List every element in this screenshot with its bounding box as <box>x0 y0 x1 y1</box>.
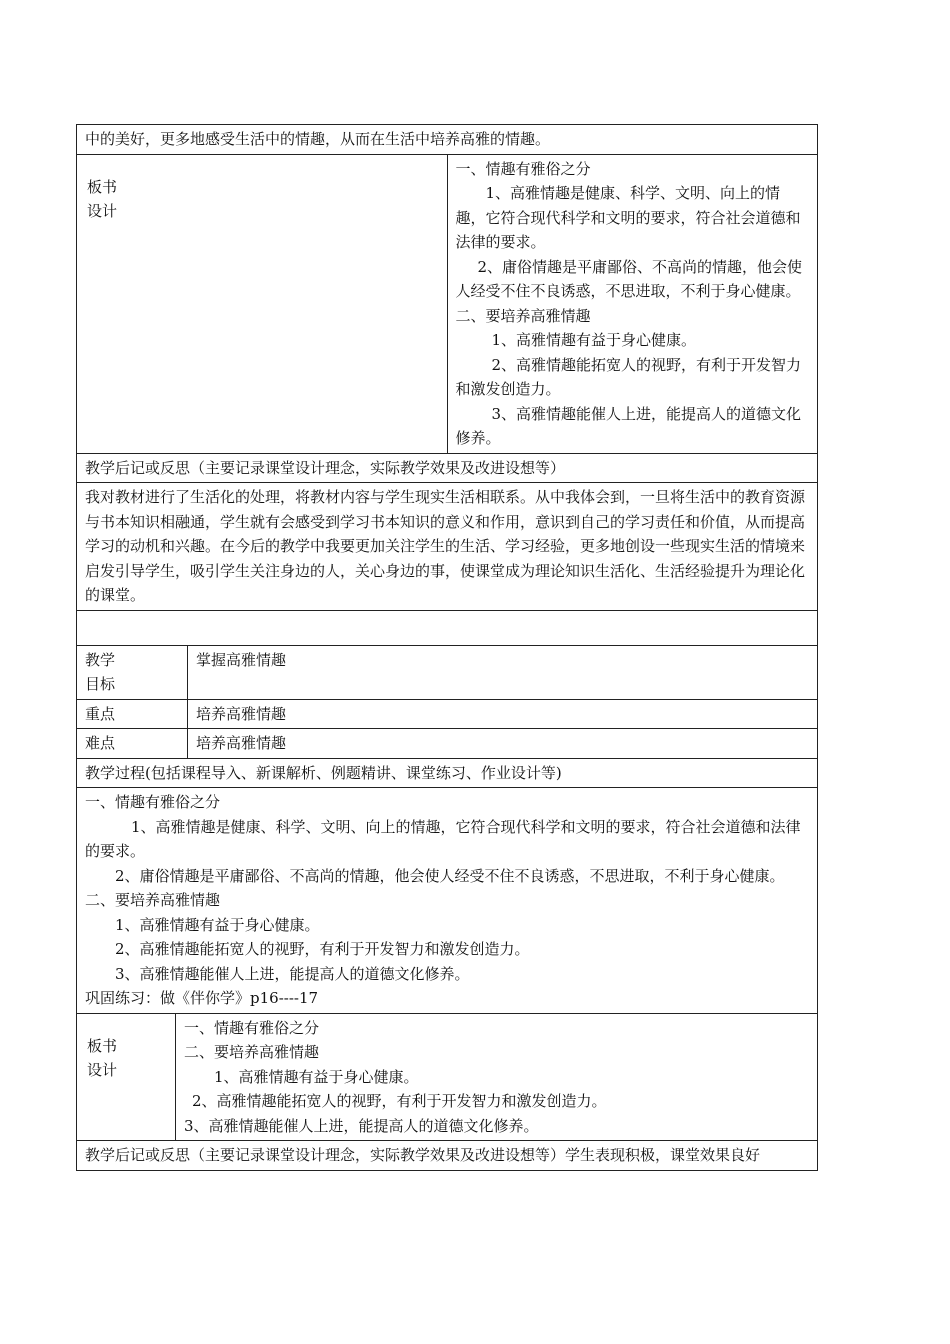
process-line: 巩固练习：做《伴你学》p16----17 <box>85 989 319 1007</box>
board-line: 1、高雅情趣有益于身心健康。 <box>214 1067 419 1086</box>
process-line: 一、情趣有雅俗之分 <box>85 793 221 811</box>
blank-row <box>77 610 818 645</box>
board-design-content-2 <box>176 1013 818 1141</box>
process-line: 2、高雅情趣能拓宽人的视野，有利于开发智力和激发创造力。 <box>115 940 530 958</box>
process-content <box>77 788 818 1014</box>
process-heading: 教学过程(包括课程导入、新课解析、例题精讲、课堂练习、作业设计等) <box>77 758 818 788</box>
process-line: 3、高雅情趣能催人上进，能提高人的道德文化修养。 <box>115 964 470 983</box>
lesson-table-3 <box>76 1013 818 1171</box>
board-line: 二、要培养高雅情趣 <box>184 1043 320 1061</box>
lesson-table-1 <box>76 124 818 646</box>
board-line: 一、情趣有雅俗之分 <box>455 159 591 178</box>
board-line: 2、高雅情趣能拓宽人的视野，有利于开发智力和激发创造力。 <box>455 355 802 398</box>
reflection-heading: 教学后记或反思（主要记录课堂设计理念，实际教学效果及改进设想等） <box>77 453 818 483</box>
goal-label: 教学 目标 <box>77 645 188 699</box>
board-line: 3、高雅情趣能催人上进，能提高人的道德文化修养。 <box>455 404 802 447</box>
board-design-label-2: 板书 设计 <box>77 1013 176 1141</box>
process-line: 1、高雅情趣是健康、科学、文明、向上的情趣，它符合现代科学和文明的要求，符合社会道德和法律的要求。 <box>85 817 801 860</box>
board-design-label: 板书 设计 <box>77 154 448 453</box>
reflection-text: 我对教材进行了生活化的处理，将教材内容与学生现实生活相联系。从中我体会到，一旦将生活中的教育资源与书本知识相融通，学生就有会感受到学习书本知识的意义和作用，意识到自己的学习责任和价值，从而提高学习的动机和兴趣。在今后的教学中我要更加关注学生的生活、学习经验，更多地创设一些现实生活的情境来启发引导学生，吸引学生关注身边的人，关心身边的事，使课堂成为理论知识生活化、生活经验提升为理论化的课堂。 <box>77 483 818 611</box>
difficult-point-label: 难点 <box>77 729 188 759</box>
board-line: 二、要培养高雅情趣 <box>455 306 591 325</box>
board-line: 2、庸俗情趣是平庸鄙俗、不高尚的情趣，他会使人经受不住不良诱惑，不思进取，不利于身心健康。 <box>455 257 803 300</box>
board-line: 3、高雅情趣能催人上进，能提高人的道德文化修养。 <box>184 1116 539 1135</box>
reflection-text-2: 教学后记或反思（主要记录课堂设计理念，实际教学效果及改进设想等）学生表现积极，课堂效果良好 <box>77 1141 818 1171</box>
board-design-content <box>447 154 818 453</box>
goal-value: 掌握高雅情趣 <box>188 645 818 699</box>
lesson-table-2 <box>76 645 818 1014</box>
board-line: 1、高雅情趣是健康、科学、文明、向上的情趣，它符合现代科学和文明的要求，符合社会道德和法律的要求。 <box>455 184 801 251</box>
intro-line: 中的美好，更多地感受生活中的情趣，从而在生活中培养高雅的情趣。 <box>77 125 818 155</box>
board-line: 一、情趣有雅俗之分 <box>184 1018 320 1037</box>
key-point-value: 培养高雅情趣 <box>188 699 818 729</box>
difficult-point-value: 培养高雅情趣 <box>188 729 818 759</box>
board-line: 1、高雅情趣有益于身心健康。 <box>491 331 697 349</box>
process-line: 二、要培养高雅情趣 <box>85 891 221 909</box>
key-point-label: 重点 <box>77 699 188 729</box>
process-line: 1、高雅情趣有益于身心健康。 <box>115 915 320 934</box>
board-line: 2、高雅情趣能拓宽人的视野，有利于开发智力和激发创造力。 <box>192 1092 607 1110</box>
process-line: 2、庸俗情趣是平庸鄙俗、不高尚的情趣，他会使人经受不住不良诱惑，不思进取，不利于身心健康。 <box>115 866 785 885</box>
lesson-plan-sheet <box>76 124 818 1171</box>
